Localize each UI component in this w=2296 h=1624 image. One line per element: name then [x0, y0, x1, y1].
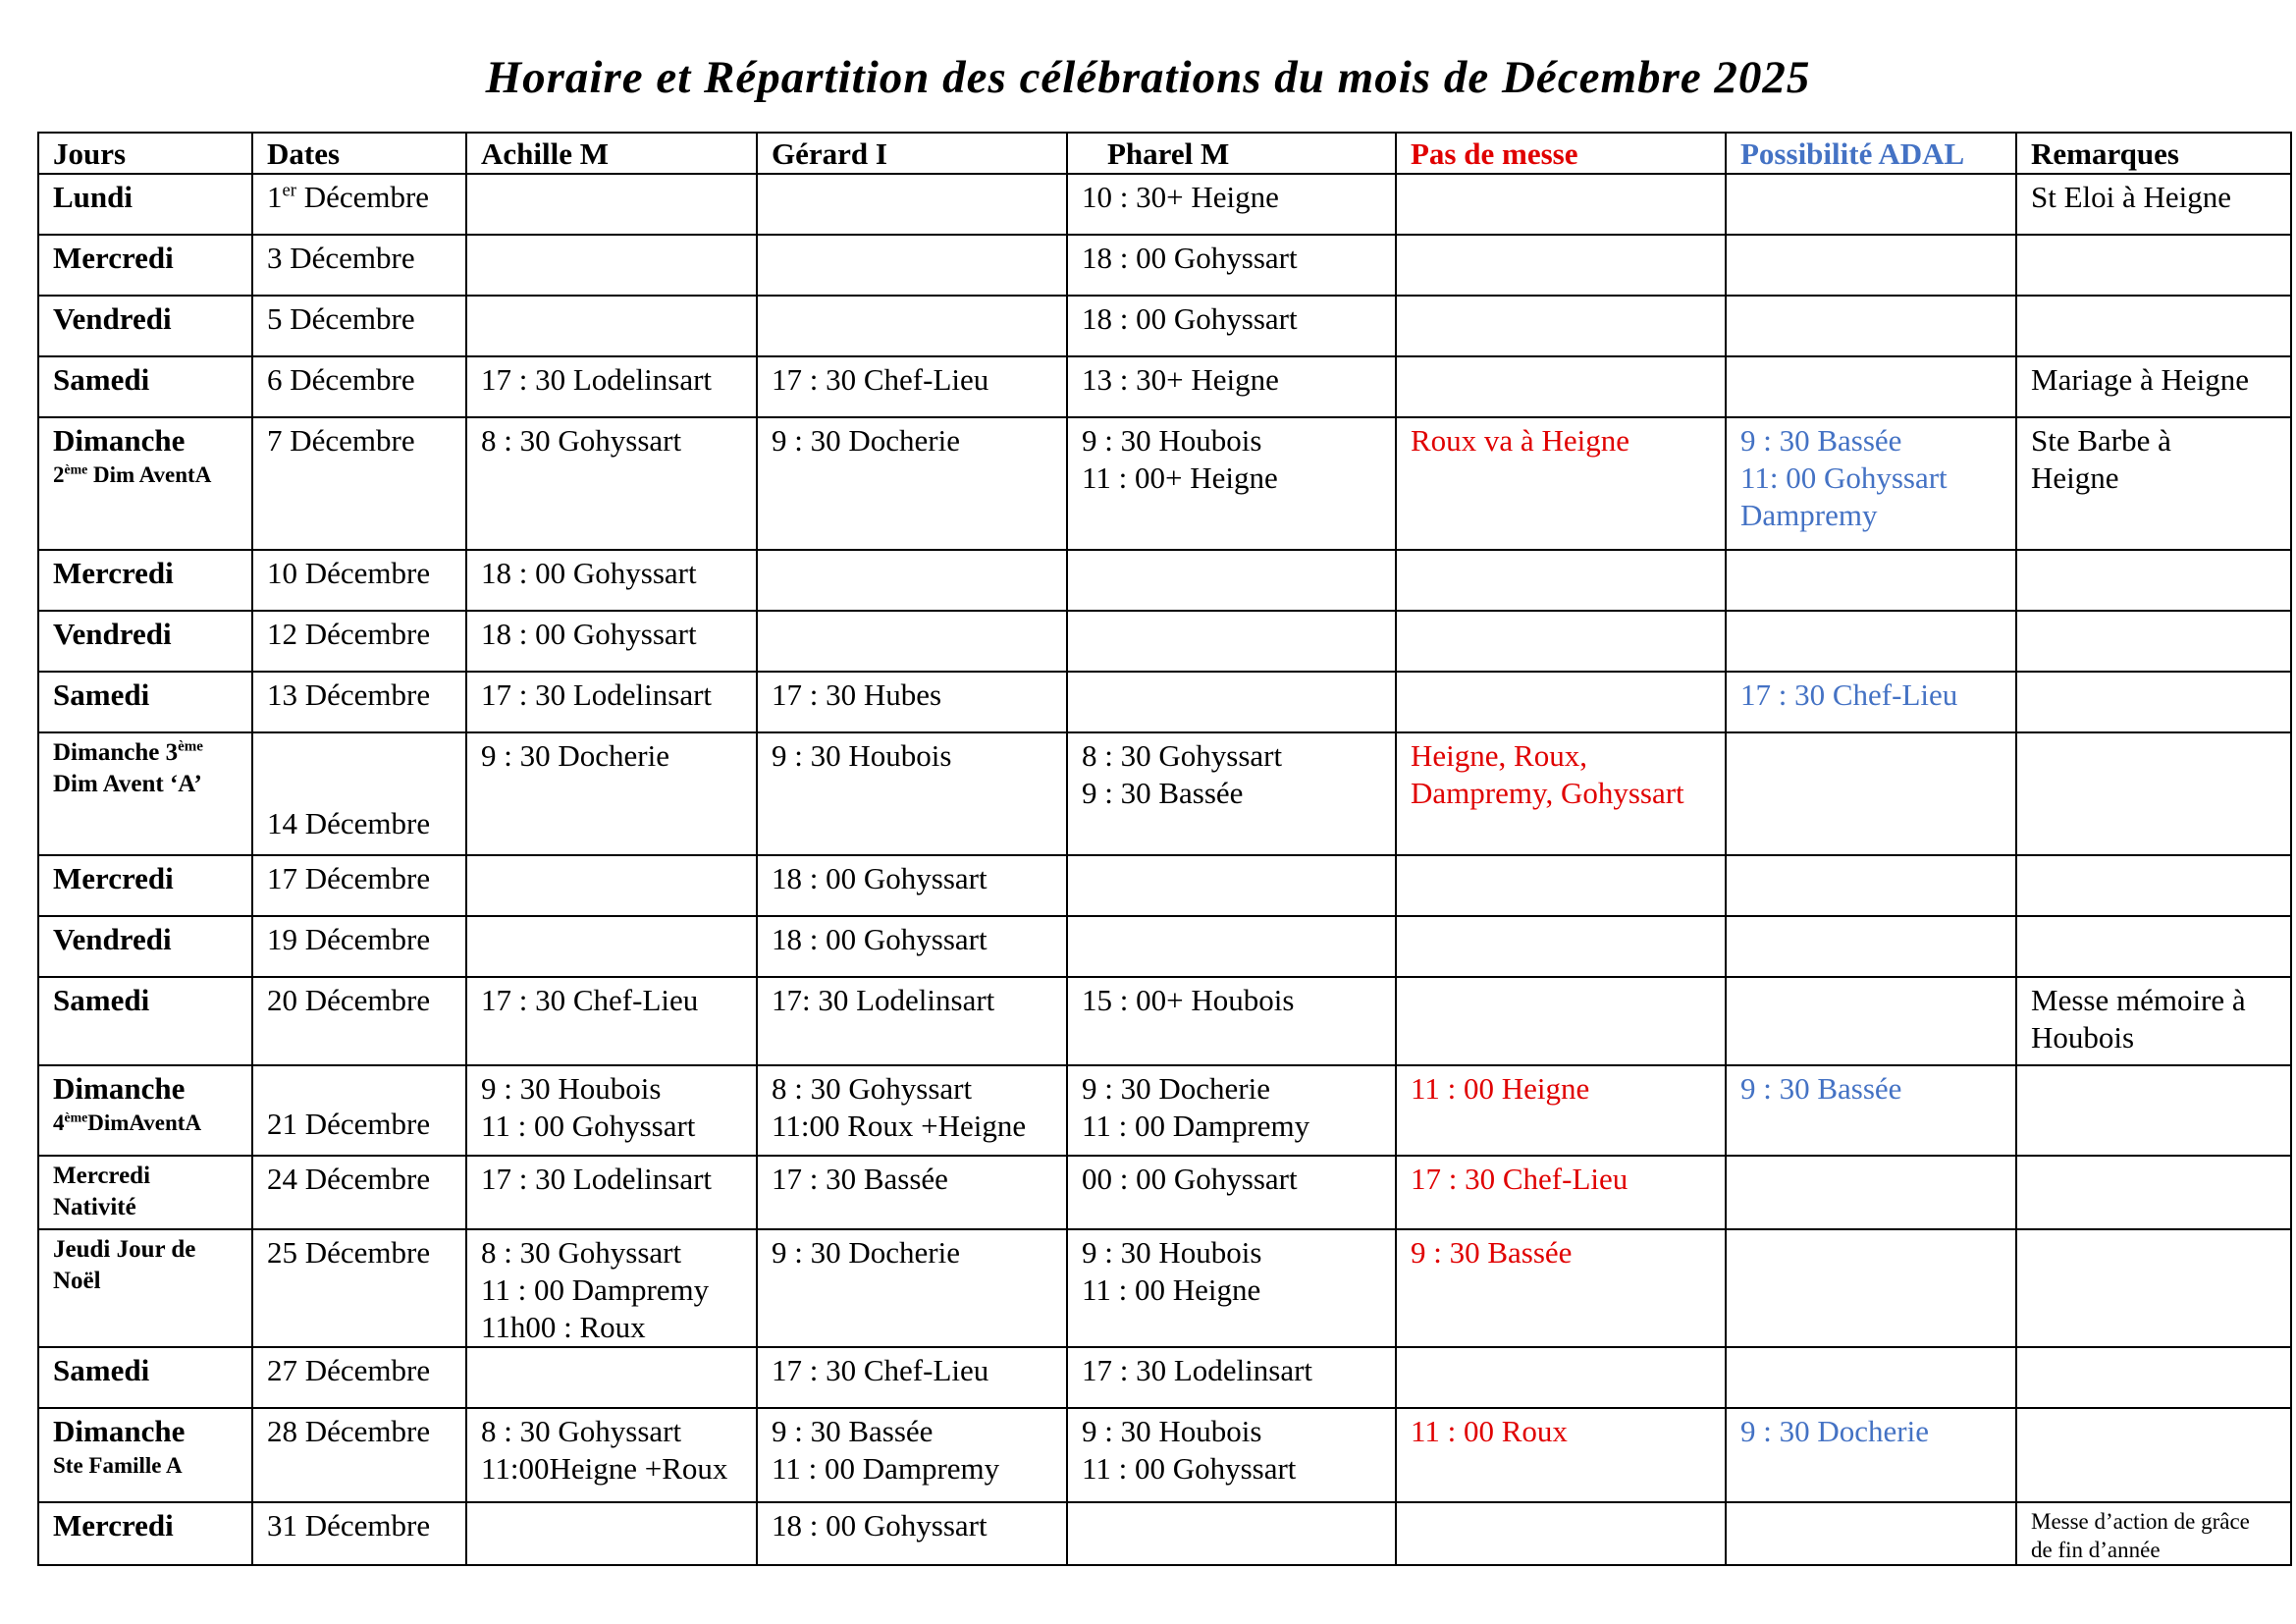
adal-line: 9 : 30 Docherie [1740, 1414, 1929, 1448]
gerard-cell [757, 1065, 1067, 1156]
achille-cell [466, 1408, 757, 1502]
adal-line: 11: 00 Gohyssart [1740, 460, 1948, 495]
table-row [38, 672, 2291, 732]
achille-cell [466, 1347, 757, 1408]
day-label: Vendredi [53, 301, 172, 336]
pharel-line: 11 : 00 Dampremy [1082, 1109, 1310, 1143]
pharel-cell [1067, 672, 1396, 732]
achille-cell [466, 672, 757, 732]
achille-cell [466, 417, 757, 550]
date-cell: 24 Décembre [252, 1156, 466, 1229]
pharel-cell [1067, 1156, 1396, 1229]
date-cell: 10 Décembre [252, 550, 466, 611]
gerard-line: 9 : 30 Docherie [772, 1235, 960, 1270]
pharel-cell [1067, 1065, 1396, 1156]
achille-cell [466, 855, 757, 916]
day-label: Samedi [53, 362, 150, 397]
achille-line: 9 : 30 Docherie [481, 738, 669, 773]
date-sup: er [282, 180, 296, 201]
date-cell: 21 Décembre [252, 1065, 466, 1156]
achille-line: 9 : 30 Houbois [481, 1071, 662, 1106]
date-cell: 27 Décembre [252, 1347, 466, 1408]
gerard-line: 17 : 30 Hubes [772, 677, 942, 712]
pharel-line: 17 : 30 Lodelinsart [1082, 1353, 1313, 1387]
day-sublabel: Nativité [53, 1194, 136, 1220]
achille-line: 8 : 30 Gohyssart [481, 1235, 682, 1270]
pas-de-messe-cell [1396, 1502, 1726, 1565]
day-label: Dimanche 3ème [53, 738, 203, 766]
remarques-cell [2016, 296, 2291, 356]
date-cell: 28 Décembre [252, 1408, 466, 1502]
pharel-cell [1067, 1502, 1396, 1565]
day-sup: ème [64, 1110, 88, 1125]
achille-cell [466, 356, 757, 417]
remarques-cell [2016, 1065, 2291, 1156]
gerard-cell [757, 1229, 1067, 1347]
achille-line: 8 : 30 Gohyssart [481, 1414, 682, 1448]
pas-de-messe-cell [1396, 732, 1726, 855]
adal-cell [1726, 1408, 2016, 1502]
achille-cell [466, 1065, 757, 1156]
date-cell: 17 Décembre [252, 855, 466, 916]
day-cell [38, 1229, 252, 1347]
pharel-cell [1067, 296, 1396, 356]
day-sublabel: Noël [53, 1268, 101, 1294]
pharel-line: 9 : 30 Houbois [1082, 1414, 1262, 1448]
date-cell: 6 Décembre [252, 356, 466, 417]
remarques-cell [2016, 174, 2291, 235]
day-label: Samedi [53, 1353, 150, 1387]
pharel-cell [1067, 174, 1396, 235]
gerard-line: 17 : 30 Chef-Lieu [772, 1353, 989, 1387]
table-row [38, 417, 2291, 550]
day-cell [38, 417, 252, 550]
adal-line: 9 : 30 Bassée [1740, 423, 1902, 458]
pas-de-messe-cell [1396, 672, 1726, 732]
gerard-line: 18 : 00 Gohyssart [772, 1508, 988, 1543]
gerard-cell [757, 1408, 1067, 1502]
pas-de-messe-cell [1396, 174, 1726, 235]
pas-de-messe-cell [1396, 1229, 1726, 1347]
date-cell: 7 Décembre [252, 417, 466, 550]
remarque-line: Mariage à Heigne [2031, 362, 2250, 397]
day-label: Dimanche [53, 1414, 186, 1448]
remarques-cell [2016, 1229, 2291, 1347]
day-sup: ème [178, 738, 203, 755]
gerard-cell [757, 1156, 1067, 1229]
day-sublabel: Dim Avent ‘A’ [53, 771, 202, 797]
adal-cell [1726, 296, 2016, 356]
day-cell [38, 550, 252, 611]
gerard-line: 17: 30 Lodelinsart [772, 983, 995, 1017]
day-label: Mercredi [53, 241, 174, 275]
pas-de-messe-line: 11 : 00 Roux [1411, 1414, 1568, 1448]
achille-cell [466, 550, 757, 611]
pharel-line: 11 : 00 Gohyssart [1082, 1451, 1297, 1486]
gerard-cell [757, 611, 1067, 672]
day-label: Dimanche [53, 1071, 186, 1106]
adal-cell [1726, 174, 2016, 235]
pharel-line: 8 : 30 Gohyssart [1082, 738, 1283, 773]
gerard-line: 9 : 30 Houbois [772, 738, 952, 773]
gerard-line: 18 : 00 Gohyssart [772, 861, 988, 895]
adal-cell [1726, 550, 2016, 611]
pharel-line: 9 : 30 Houbois [1082, 423, 1262, 458]
day-label: Samedi [53, 677, 150, 712]
pharel-cell [1067, 916, 1396, 977]
remarque-line: Ste Barbe à [2031, 423, 2171, 458]
pharel-line: 9 : 30 Docherie [1082, 1071, 1270, 1106]
day-label: Samedi [53, 983, 150, 1017]
date-cell: 19 Décembre [252, 916, 466, 977]
day-cell [38, 611, 252, 672]
date-cell: 25 Décembre [252, 1229, 466, 1347]
remarques-cell [2016, 611, 2291, 672]
header-adal: Possibilité ADAL [1726, 133, 2016, 174]
pas-de-messe-cell [1396, 356, 1726, 417]
table-row [38, 1229, 2291, 1347]
table-row [38, 356, 2291, 417]
gerard-line: 9 : 30 Docherie [772, 423, 960, 458]
achille-line: 8 : 30 Gohyssart [481, 423, 682, 458]
pharel-cell [1067, 356, 1396, 417]
pas-de-messe-cell [1396, 916, 1726, 977]
pas-de-messe-cell [1396, 296, 1726, 356]
gerard-line: 8 : 30 Gohyssart [772, 1071, 973, 1106]
achille-cell [466, 977, 757, 1065]
adal-line: 17 : 30 Chef-Lieu [1740, 677, 1958, 712]
pas-de-messe-line: Roux va à Heigne [1411, 423, 1629, 458]
day-sublabel: 2ème Dim AventA [53, 461, 212, 487]
pas-de-messe-cell [1396, 977, 1726, 1065]
table-row [38, 732, 2291, 855]
day-cell [38, 672, 252, 732]
day-label: Mercredi [53, 1163, 151, 1189]
adal-cell [1726, 916, 2016, 977]
gerard-line: 9 : 30 Bassée [772, 1414, 934, 1448]
adal-cell [1726, 1156, 2016, 1229]
adal-cell [1726, 356, 2016, 417]
remarque-line: Messe mémoire à [2031, 983, 2246, 1017]
achille-cell [466, 1229, 757, 1347]
day-cell [38, 1408, 252, 1502]
header-pharel: Pharel M [1067, 133, 1396, 174]
gerard-cell [757, 235, 1067, 296]
pharel-cell [1067, 611, 1396, 672]
pharel-cell [1067, 417, 1396, 550]
adal-cell [1726, 977, 2016, 1065]
gerard-line: 11 : 00 Dampremy [772, 1451, 1000, 1486]
gerard-cell [757, 356, 1067, 417]
pas-de-messe-cell [1396, 611, 1726, 672]
pharel-line: 9 : 30 Houbois [1082, 1235, 1262, 1270]
pharel-cell [1067, 855, 1396, 916]
pas-de-messe-cell [1396, 1065, 1726, 1156]
day-cell [38, 356, 252, 417]
table-row [38, 1156, 2291, 1229]
day-label: Mercredi [53, 1508, 174, 1543]
remarques-cell [2016, 916, 2291, 977]
achille-line: 17 : 30 Lodelinsart [481, 677, 713, 712]
achille-cell [466, 611, 757, 672]
achille-line: 17 : 30 Chef-Lieu [481, 983, 699, 1017]
table-row [38, 611, 2291, 672]
remarques-cell [2016, 550, 2291, 611]
pas-de-messe-line: Heigne, Roux, [1411, 738, 1587, 773]
pas-de-messe-line: Dampremy, Gohyssart [1411, 776, 1684, 810]
remarques-cell [2016, 855, 2291, 916]
remarques-cell [2016, 732, 2291, 855]
gerard-line: 18 : 00 Gohyssart [772, 922, 988, 956]
day-cell [38, 1156, 252, 1229]
table-row [38, 174, 2291, 235]
day-label: Mercredi [53, 861, 174, 895]
achille-line: 11 : 00 Gohyssart [481, 1109, 696, 1143]
day-sublabel: Ste Famille A [53, 1453, 183, 1478]
pharel-line: 11 : 00+ Heigne [1082, 460, 1278, 495]
gerard-line: 17 : 30 Bassée [772, 1162, 948, 1196]
remarque-line: de fin d’année [2031, 1538, 2161, 1562]
day-label: Jeudi Jour de [53, 1236, 196, 1263]
pas-de-messe-line: 17 : 30 Chef-Lieu [1411, 1162, 1629, 1196]
pharel-line: 9 : 30 Bassée [1082, 776, 1244, 810]
gerard-cell [757, 174, 1067, 235]
adal-cell [1726, 672, 2016, 732]
pharel-cell [1067, 732, 1396, 855]
date-cell: 20 Décembre [252, 977, 466, 1065]
table-row [38, 855, 2291, 916]
day-sup: ème [64, 461, 88, 477]
pharel-cell [1067, 235, 1396, 296]
gerard-cell [757, 977, 1067, 1065]
header-gerard: Gérard I [757, 133, 1067, 174]
remarques-cell [2016, 1502, 2291, 1565]
day-cell [38, 855, 252, 916]
header-achille: Achille M [466, 133, 757, 174]
table-row [38, 977, 2291, 1065]
achille-line: 17 : 30 Lodelinsart [481, 1162, 713, 1196]
date-cell: 14 Décembre [252, 732, 466, 855]
pharel-line: 15 : 00+ Houbois [1082, 983, 1295, 1017]
header-jours: Jours [38, 133, 252, 174]
adal-cell [1726, 417, 2016, 550]
adal-cell [1726, 1065, 2016, 1156]
remarque-line: St Eloi à Heigne [2031, 180, 2232, 214]
pas-de-messe-line: 11 : 00 Heigne [1411, 1071, 1590, 1106]
pas-de-messe-cell [1396, 1408, 1726, 1502]
achille-cell [466, 296, 757, 356]
day-cell [38, 1502, 252, 1565]
day-cell [38, 174, 252, 235]
adal-cell [1726, 1347, 2016, 1408]
achille-line: 17 : 30 Lodelinsart [481, 362, 713, 397]
pharel-cell [1067, 550, 1396, 611]
remarques-cell [2016, 235, 2291, 296]
remarques-cell [2016, 1156, 2291, 1229]
adal-line: Dampremy [1740, 498, 1878, 532]
gerard-cell [757, 672, 1067, 732]
day-cell [38, 732, 252, 855]
achille-cell [466, 1502, 757, 1565]
pas-de-messe-line: 9 : 30 Bassée [1411, 1235, 1573, 1270]
remarques-cell [2016, 417, 2291, 550]
schedule-table [37, 132, 2292, 1566]
header-pas-de-messe: Pas de messe [1396, 133, 1726, 174]
remarque-line: Heigne [2031, 460, 2119, 495]
achille-cell [466, 174, 757, 235]
pas-de-messe-cell [1396, 1156, 1726, 1229]
table-row [38, 1347, 2291, 1408]
pas-de-messe-cell [1396, 855, 1726, 916]
adal-cell [1726, 1229, 2016, 1347]
achille-line: 11:00Heigne +Roux [481, 1451, 728, 1486]
day-cell [38, 296, 252, 356]
gerard-cell [757, 1502, 1067, 1565]
adal-cell [1726, 855, 2016, 916]
day-cell [38, 235, 252, 296]
table-row [38, 1408, 2291, 1502]
pharel-line: 11 : 00 Heigne [1082, 1272, 1261, 1307]
pharel-cell [1067, 977, 1396, 1065]
day-label: Dimanche [53, 423, 186, 458]
pharel-cell [1067, 1229, 1396, 1347]
table-row [38, 235, 2291, 296]
day-sublabel: 4èmeDimAventA [53, 1110, 202, 1135]
header-remarques: Remarques [2016, 133, 2291, 174]
achille-cell [466, 235, 757, 296]
adal-cell [1726, 732, 2016, 855]
achille-line: 11 : 00 Dampremy [481, 1272, 710, 1307]
adal-cell [1726, 235, 2016, 296]
page-title: Horaire et Répartition des célébrations du mois de Décembre 2025 [485, 52, 1811, 103]
day-cell [38, 977, 252, 1065]
achille-cell [466, 916, 757, 977]
achille-cell [466, 732, 757, 855]
day-label: Lundi [53, 180, 133, 214]
day-cell [38, 916, 252, 977]
remarques-cell [2016, 1347, 2291, 1408]
table-row [38, 1502, 2291, 1565]
date-cell: 13 Décembre [252, 672, 466, 732]
pharel-cell [1067, 1347, 1396, 1408]
date-cell: 12 Décembre [252, 611, 466, 672]
remarque-line: Messe d’action de grâce [2031, 1509, 2250, 1534]
gerard-cell [757, 417, 1067, 550]
adal-cell [1726, 1502, 2016, 1565]
gerard-cell [757, 916, 1067, 977]
pas-de-messe-cell [1396, 417, 1726, 550]
day-label: Mercredi [53, 556, 174, 590]
table-row [38, 550, 2291, 611]
gerard-cell [757, 296, 1067, 356]
table-row [38, 916, 2291, 977]
pharel-line: 18 : 00 Gohyssart [1082, 241, 1298, 275]
pas-de-messe-cell [1396, 235, 1726, 296]
date-cell: 3 Décembre [252, 235, 466, 296]
achille-cell [466, 1156, 757, 1229]
adal-cell [1726, 611, 2016, 672]
gerard-cell [757, 550, 1067, 611]
pharel-line: 18 : 00 Gohyssart [1082, 301, 1298, 336]
remarques-cell [2016, 977, 2291, 1065]
pharel-line: 10 : 30+ Heigne [1082, 180, 1279, 214]
gerard-cell [757, 1347, 1067, 1408]
gerard-cell [757, 732, 1067, 855]
pas-de-messe-cell [1396, 550, 1726, 611]
pharel-cell [1067, 1408, 1396, 1502]
day-cell [38, 1347, 252, 1408]
header-dates: Dates [252, 133, 466, 174]
gerard-cell [757, 855, 1067, 916]
remarques-cell [2016, 1408, 2291, 1502]
remarques-cell [2016, 672, 2291, 732]
date-cell: 1er Décembre [252, 174, 466, 235]
gerard-line: 11:00 Roux +Heigne [772, 1109, 1027, 1143]
pharel-line: 00 : 00 Gohyssart [1082, 1162, 1298, 1196]
day-label: Vendredi [53, 922, 172, 956]
table-row [38, 296, 2291, 356]
achille-line: 18 : 00 Gohyssart [481, 617, 697, 651]
header-row [38, 133, 2291, 174]
day-label: Vendredi [53, 617, 172, 651]
remarque-line: Houbois [2031, 1020, 2135, 1055]
achille-line: 11h00 : Roux [481, 1310, 646, 1344]
table-row [38, 1065, 2291, 1156]
remarques-cell [2016, 356, 2291, 417]
pharel-line: 13 : 30+ Heigne [1082, 362, 1279, 397]
date-cell: 5 Décembre [252, 296, 466, 356]
achille-line: 18 : 00 Gohyssart [481, 556, 697, 590]
pas-de-messe-cell [1396, 1347, 1726, 1408]
adal-line: 9 : 30 Bassée [1740, 1071, 1902, 1106]
day-cell [38, 1065, 252, 1156]
gerard-line: 17 : 30 Chef-Lieu [772, 362, 989, 397]
date-cell: 31 Décembre [252, 1502, 466, 1565]
